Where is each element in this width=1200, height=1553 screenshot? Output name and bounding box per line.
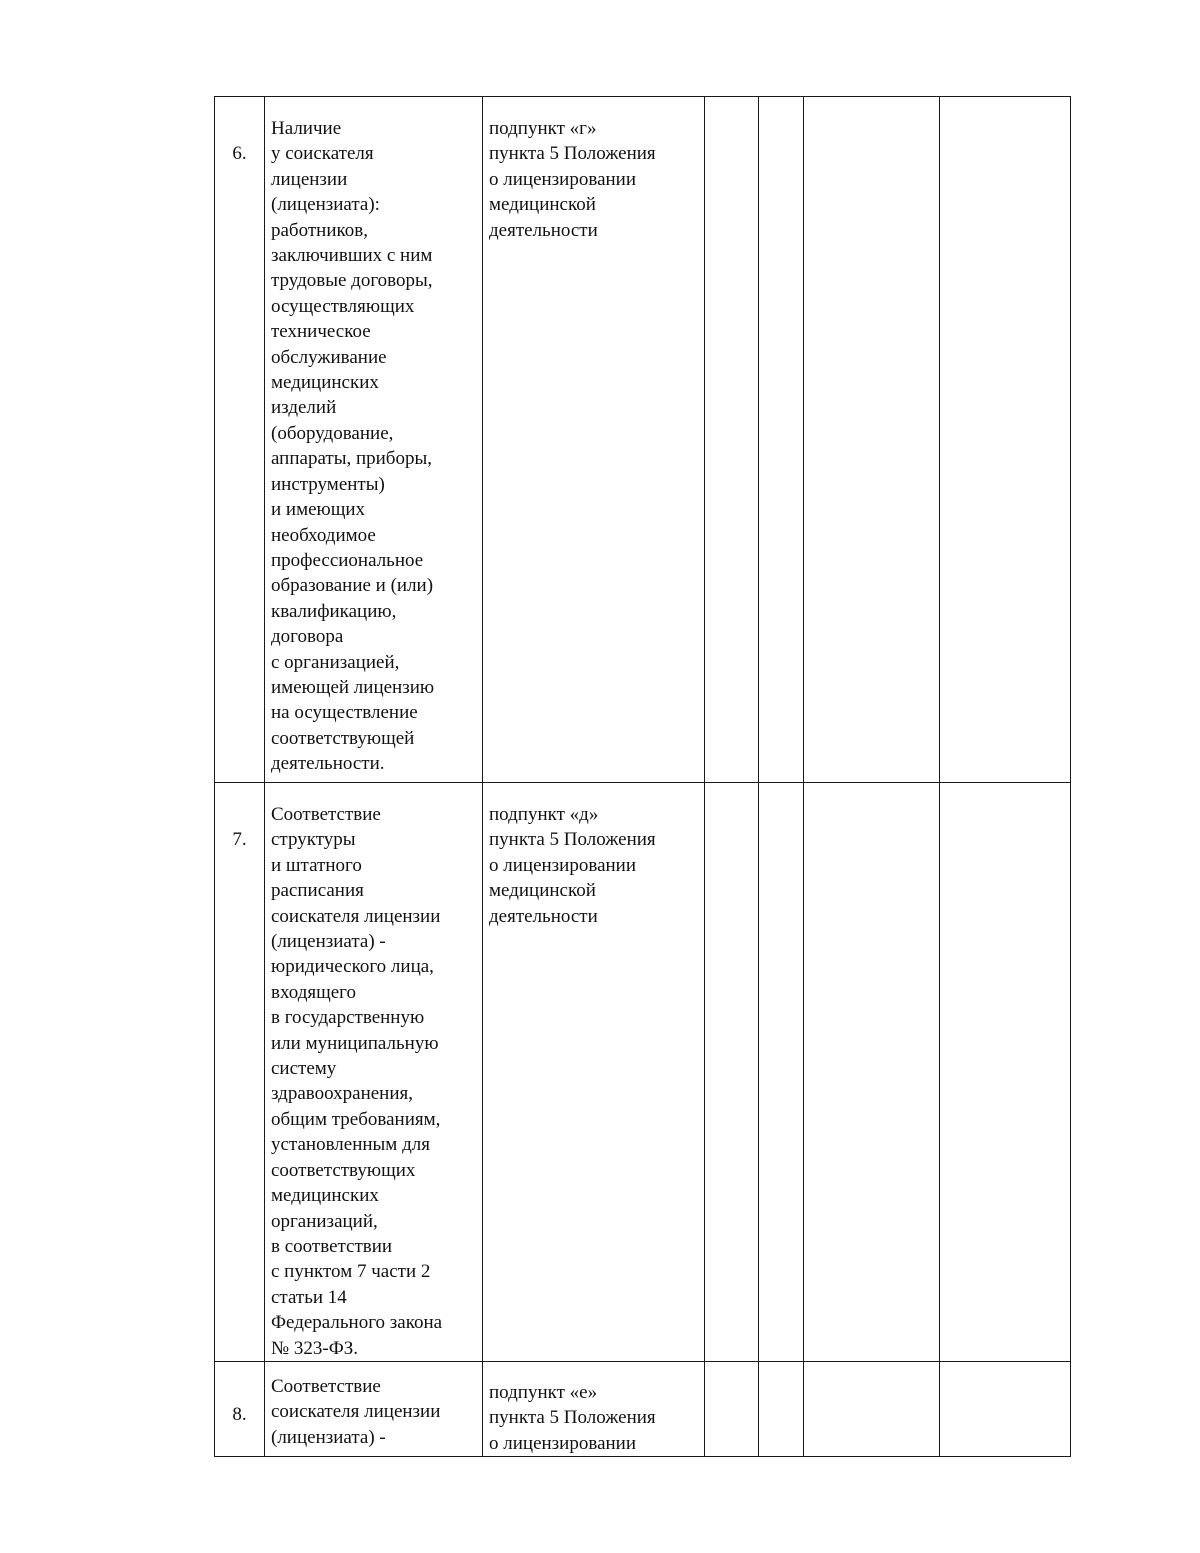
table-row [215, 97, 1071, 783]
reference-cell [483, 1361, 705, 1456]
criterion-text: Соответствие соискателя лицензии (лицензиата) - [271, 1375, 441, 1448]
empty-cell [940, 97, 1071, 783]
row-number: 8. [232, 1403, 247, 1425]
empty-cell [705, 783, 759, 1362]
row-number: 6. [232, 143, 247, 164]
reference-text: подпункт «д» пункта 5 Положения о лицензировании медицинской деятельности [489, 804, 656, 927]
empty-cell [804, 1361, 940, 1456]
empty-cell [759, 97, 804, 783]
reference-cell [483, 783, 705, 1362]
reference-text: подпункт «г» пункта 5 Положения о лицензировании медицинской деятельности [489, 118, 656, 241]
row-number-cell [215, 1361, 265, 1456]
empty-cell [940, 783, 1071, 1362]
empty-cell [804, 783, 940, 1362]
table-row [215, 1361, 1071, 1456]
row-number-cell [215, 97, 265, 783]
table-row [215, 783, 1071, 1362]
reference-text: подпункт «е» пункта 5 Положения о лицензировании [489, 1381, 656, 1454]
empty-cell [759, 783, 804, 1362]
empty-cell [804, 97, 940, 783]
document-page [214, 96, 1070, 1452]
reference-cell [483, 97, 705, 783]
row-number-cell [215, 783, 265, 1362]
criterion-text: Наличие у соискателя лицензии (лицензиата): работников, заключивших с ним трудовые договоры, осуществляющих техническое обслуживание медицинских изделий (оборудование, аппараты, приборы, инструменты) и имеющих необходимое профессиональное образование и (или) квалификацию, договора с организацией, имеющей лицензию на осуществление соответствующей деятельности. [271, 118, 435, 775]
criterion-cell [265, 97, 483, 783]
criterion-cell [265, 1361, 483, 1456]
requirements-table [214, 96, 1071, 1457]
empty-cell [759, 1361, 804, 1456]
row-number: 7. [232, 829, 247, 850]
empty-cell [705, 1361, 759, 1456]
criterion-cell [265, 783, 483, 1362]
empty-cell [705, 97, 759, 783]
empty-cell [940, 1361, 1071, 1456]
criterion-text: Соответствие структуры и штатного расписания соискателя лицензии (лицензиата) - юридического лица, входящего в государственную или муниципальную систему здравоохранения, общим требованиям, установленным для соответствующих медицинских организаций, в соответствии с пунктом 7 части 2 статьи 14 Федерального закона № 323-ФЗ. [271, 804, 443, 1359]
